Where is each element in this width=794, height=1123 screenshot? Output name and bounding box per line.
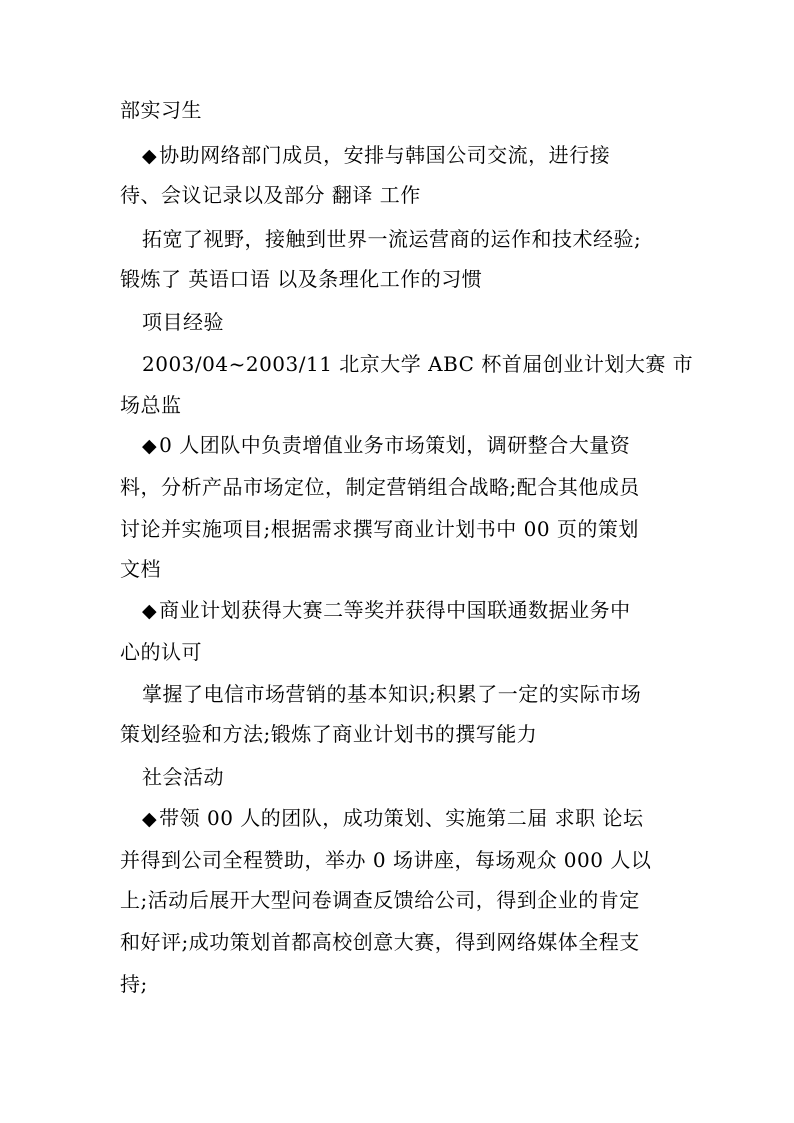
text-line: 讨论并实施项目;根据需求撰写商业计划书中 00 页的策划 xyxy=(120,517,639,541)
text-line: 拓宽了视野，接触到世界一流运营商的运作和技术经验; xyxy=(142,227,642,251)
text-line: 带领 00 人的团队，成功策划、实施第二届 求职 论坛 xyxy=(159,806,644,830)
text-line: 商业计划获得大赛二等奖并获得中国联通数据业务中 xyxy=(159,598,631,622)
section-heading: 项目经验 xyxy=(142,310,224,334)
text-line: 0 人团队中负责增值业务市场策划，调研整合大量资 xyxy=(159,433,631,457)
bullet-item xyxy=(142,598,631,623)
text-line: 2003/04~2003/11 北京大学 ABC 杯首届创业计划大赛 市 xyxy=(142,352,694,376)
text-line: 并得到公司全程赞助，举办 0 场讲座，每场观众 000 人以 xyxy=(120,848,652,872)
diamond-bullet-icon: ◆ xyxy=(142,145,158,167)
text-line: 料，分析产品市场定位，制定营销组合战略;配合其他成员 xyxy=(120,475,640,499)
text-line: 心的认可 xyxy=(120,640,202,664)
text-line: 上;活动后展开大型问卷调查反馈给公司，得到企业的肯定 xyxy=(120,888,640,912)
bullet-item xyxy=(142,143,610,168)
text-line: 和好评;成功策划首都高校创意大赛，得到网络媒体全程支 xyxy=(120,930,640,954)
text-line: 待、会议记录以及部分 翻译 工作 xyxy=(120,183,421,207)
bullet-item xyxy=(142,806,644,831)
text-line: 协助网络部门成员，安排与韩国公司交流，进行接 xyxy=(159,143,611,167)
text-line: 策划经验和方法;锻炼了商业计划书的撰写能力 xyxy=(120,722,538,746)
section-heading: 社会活动 xyxy=(142,765,224,789)
text-line: 掌握了电信市场营销的基本知识;积累了一定的实际市场 xyxy=(142,682,642,706)
text-line: 持; xyxy=(120,972,148,996)
diamond-bullet-icon: ◆ xyxy=(142,600,158,622)
text-line: 锻炼了 英语口语 以及条理化工作的习惯 xyxy=(120,267,483,291)
text-line: 场总监 xyxy=(120,393,182,417)
bullet-item xyxy=(142,433,630,458)
diamond-bullet-icon: ◆ xyxy=(142,435,158,457)
text-line: 部实习生 xyxy=(120,98,202,122)
text-line: 文档 xyxy=(120,557,161,581)
diamond-bullet-icon: ◆ xyxy=(142,808,158,830)
